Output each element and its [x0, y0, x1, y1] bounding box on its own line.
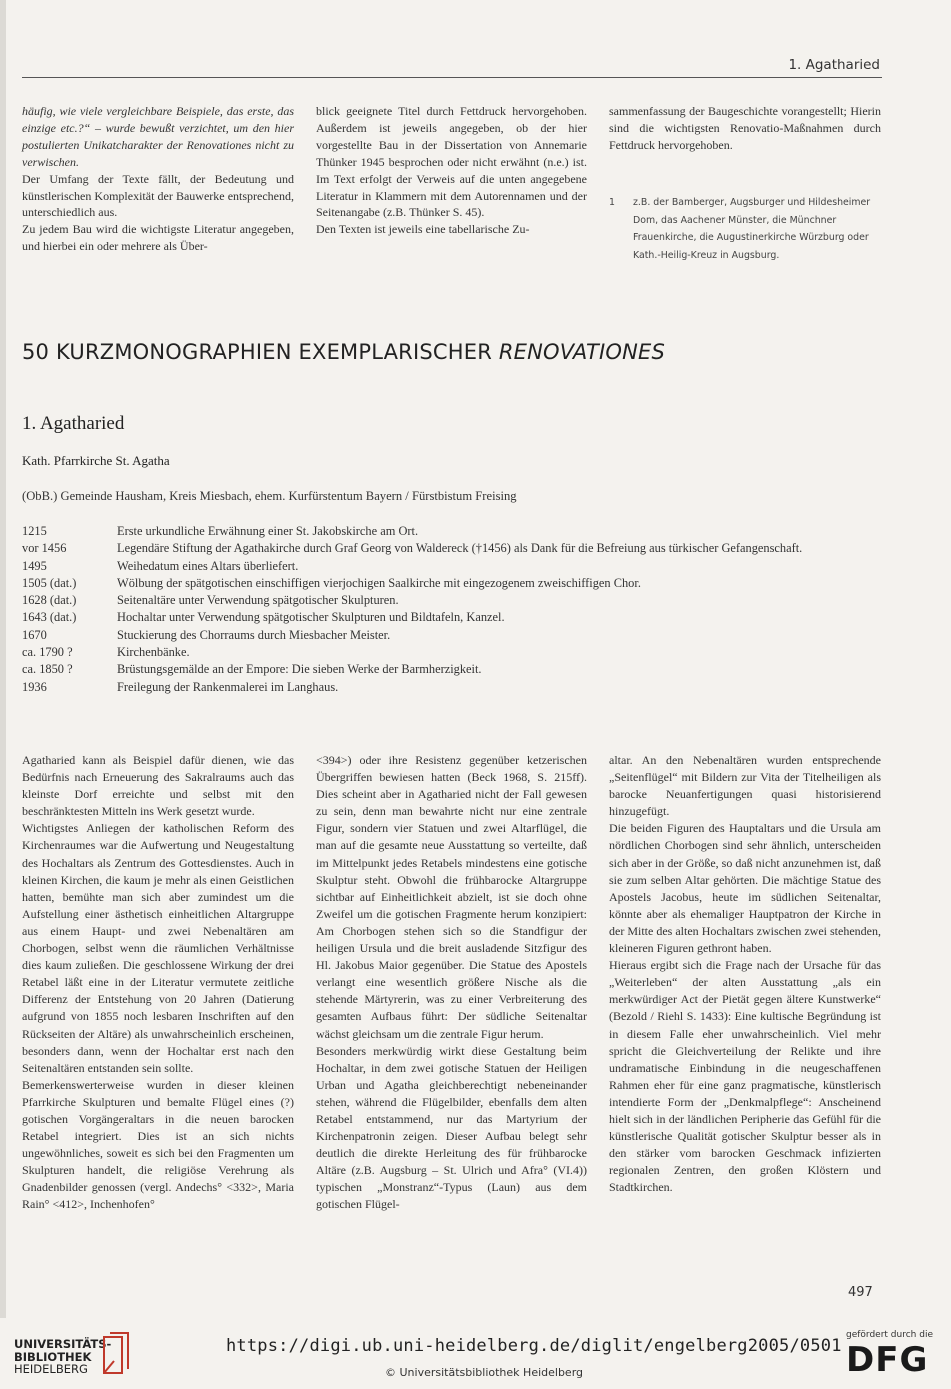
- body-paragraph: Bemerkenswerterweise wurden in dieser kleinen Pfarrkirche Skulpturen und bemalte Flügel eines (?) gotischen Vorgängeraltars in die neuen barocken Retabel integriert. Dies ist an sich nichts ungewöhnliches, soweit es sich bei den Fragmenten um Skulpturen handelt, die religiöse Verehrung als Gnadenbilder genossen (vergl. Andechs° <332>, Maria Rain° <412>, Inchenhofen°: [22, 1077, 294, 1212]
- chronology-row: [22, 645, 892, 662]
- page-number: 497: [848, 1285, 873, 1300]
- chronology-event: Brüstungsgemälde an der Empore: Die sieben Werke der Barmherzigkeit.: [117, 662, 482, 677]
- chronology-year: 1495: [22, 558, 47, 573]
- running-head: [22, 55, 882, 78]
- chronology-year: ca. 1850 ?: [22, 662, 73, 677]
- chronology-row: [22, 541, 892, 558]
- chronology-row: [22, 576, 892, 593]
- permalink-url[interactable]: https://digi.ub.uni-heidelberg.de/diglit/engelberg2005/0501: [226, 1336, 842, 1356]
- chronology-year: 1670: [22, 627, 47, 642]
- digitization-footer: [0, 1318, 951, 1389]
- ub-line-1: UNIVERSITÄTS-: [14, 1337, 112, 1351]
- chronology-row: [22, 662, 892, 679]
- chronology-year: ca. 1790 ?: [22, 645, 73, 660]
- chronology-event: Kirchenbänke.: [117, 645, 190, 660]
- intro-paragraph: sammenfassung der Baugeschichte vorangestellt; Hierin sind die wichtigsten Renovatio-Maßnahmen durch Fettdruck hervorgehoben.: [609, 104, 881, 152]
- entry-title: 1. Agatharied: [22, 413, 125, 434]
- chronology-year: 1215: [22, 524, 47, 538]
- intro-column-1: [22, 103, 294, 255]
- body-column-1: [22, 752, 294, 1214]
- ub-line-3: HEIDELBERG: [14, 1362, 88, 1376]
- running-head-text: 1. Agatharied: [788, 57, 880, 73]
- dfg-caption: gefördert durch die: [846, 1330, 933, 1340]
- chronology-row: [22, 680, 892, 697]
- section-title-plain: 50 KURZMONOGRAPHIEN EXEMPLARISCHER: [22, 340, 499, 364]
- body-paragraph: Besonders merkwürdig wirkt diese Gestaltung beim Hochaltar, in dem zwei gotische Statuen der Heiligen Urban und Agatha gleichberechtigt nebeneinander stehen, während die Flügelbilder, ebenfalls dem alten Retabel entstammend, nur das Martyrium der Kirchenpatronin zeigen. Dieser Aufbau belegt sehr deutlich die direkte Herleitung des für frühbarocke Altäre (z.B. Augsburg – St. Ulrich und Afra° (VI.4)) typischen „Monstranz“-Typus (Laun) aus dem gotischen Flügel-: [316, 1043, 587, 1212]
- intro-paragraph: blick geeignete Titel durch Fettdruck hervorgehoben. Außerdem ist jeweils angegeben, ob der hier vorgestellte Bau in der Dissertation von Annemarie Thünker 1945 besprochen oder nicht erwähnt (n.e.) ist. Im Text erfolgt der Verweis auf die unten angegebene Literatur in Klammern mit dem Autorennamen und der Seitenangabe (z.B. Thünker S. 45).: [316, 104, 587, 220]
- dfg-logo: DFG: [846, 1340, 929, 1380]
- chronology-event: Stuckierung des Chorraums durch Miesbacher Meister.: [117, 627, 391, 642]
- chronology-row: [22, 559, 892, 576]
- chronology-event: Hochaltar unter Verwendung spätgotischer Skulpturen und Bildtafeln, Kanzel.: [117, 610, 505, 625]
- footnote-text: z.B. der Bamberger, Augsburger und Hildesheimer Dom, das Aachener Münster, die Münchner Frauenkirche, die Augustinerkirche Würzburg oder Kath.-Heilig-Kreuz in Augsburg.: [633, 197, 871, 261]
- intro-column-2: [316, 103, 587, 238]
- section-title-italic: RENOVATIONES: [498, 340, 666, 364]
- body-paragraph: altar. An den Nebenaltären wurden entsprechende „Seitenflügel“ mit Bildern zur Vita der Titelheiligen als barocke Neuanfertigungen quasi historisierend hinzugefügt.: [609, 753, 881, 819]
- body-paragraph: Agatharied kann als Beispiel dafür dienen, wie das Bedürfnis nach Erneuerung des Sakralraums auch das kleinste Dorf erreichte und selbst mit den beschränktesten Mitteln ins Werk gesetzt wurde.: [22, 753, 294, 819]
- chronology-row: [22, 524, 892, 541]
- copyright-line: © Universitätsbibliothek Heidelberg: [385, 1366, 584, 1379]
- ub-logo-icon: [100, 1331, 132, 1379]
- location-line: (ObB.) Gemeinde Hausham, Kreis Miesbach, ehem. Kurfürstentum Bayern / Fürstbistum Freising: [22, 489, 517, 503]
- body-paragraph: <394>) oder ihre Resistenz gegenüber ketzerischen Übergriffen bewiesen hatten (Beck 1968, S. 215ff). Dies scheint aber in Agatharied nicht der Fall gewesen zu sein, denn man bewahrte nicht nur eine zentrale Figur, sondern vier Statuen und zwei Altarflügel, die man auf die gesamte neue Ausstattung so verteilte, daß im Mittelpunkt jedes Retabels mindestens eine gotische Skulptur steht. Obwohl die frühbarocke Altargruppe sichtbar auf Einheitlichkeit abzielt, ist sie doch ohne Zweifel um die gotischen Fragmente herum konzipiert: Am Chorbogen stehen sich so die Standfigur der heiligen Ursula und die breit ausladende Sitzfigur des Hl. Jakobus Maior gegenüber. Die Statue des Apostels verlangt eine wesentlich größere Nische als die stehende Märtyrerin, was zu einer Verbreiterung des gesamten Aufbaus führt: Der südliche Seitenaltar wächst gleichsam um die zentrale Figur herum.: [316, 753, 587, 1041]
- chronology-year: 1643 (dat.): [22, 610, 77, 625]
- chronology-event: Weihedatum eines Altars überliefert.: [117, 558, 299, 573]
- page-edge: [0, 0, 6, 1389]
- chronology-event: Freilegung der Rankenmalerei im Langhaus.: [117, 679, 339, 694]
- ub-heidelberg-wordmark: [14, 1338, 111, 1376]
- intro-column-3: [609, 103, 881, 154]
- chronology-event: Erste urkundliche Erwähnung einer St. Jakobskirche am Ort.: [117, 524, 419, 538]
- body-paragraph: Hieraus ergibt sich die Frage nach der Ursache für das „Weiterleben“ der alten Ausstattung „als ein merkwürdiger Act der Pietät gegen ältere Kunstwerke“ (Bezold / Riehl S. 1433): Eine kultische Begründung ist in diesem Falle eher unwahrscheinlich. Viel mehr spricht die Gleichverteilung der Relikte und ihre undramatische Einbindung in die neugeschaffenen Rahmen eher für eine ganz pragmatische, künstlerisch intendierte Form der „Denkmalpflege“: Anscheinend hielt sich in der ländlichen Peripherie das Gefühl für die künstlerische Qualität gotischer Skulptur besser als in den stärker vom barocken Geschmack infizierten regionalen Zentren, den großen Klöstern und Stadtkirchen.: [609, 958, 881, 1195]
- chronology-event: Legendäre Stiftung der Agathakirche durch Graf Georg von Waldereck (†1456) als Dank für die Befreiung aus türkischer Gefangenschaft.: [117, 541, 803, 556]
- chronology-row: [22, 593, 892, 610]
- chronology-row: [22, 628, 892, 645]
- chronology-year: 1628 (dat.): [22, 593, 77, 608]
- footnote-number: 1: [609, 197, 615, 208]
- intro-paragraph: häufig, wie viele vergleichbare Beispiele, das erste, das einzige etc.?“ – wurde bewußt verzichtet, um den hier postulierten Unikatcharakter der Renovationes nicht zu verwischen.: [22, 104, 294, 169]
- body-column-3: [609, 752, 881, 1196]
- body-paragraph: Wichtigstes Anliegen der katholischen Reform des Kirchenraumes war die Aufwertung und Neugestaltung des Hochaltars als Zentrum des Gottesdienstes. Auch in kleinen Kirchen, die kaum je mehr als einen Geistlichen hatten, bemühte man sich aber zumindest um die Aufstellung einer ästhetisch einheitlichen Altargruppe aus einem Haupt- und zwei Nebenaltären am Chorbogen, selbst wenn die räumlichen Verhältnisse dies kaum zuließen. Die geschlossene Wirkung der drei Retabel läßt eine in der Literatur vermutete zeitliche Differenz der Entstehung von 20 Jahren (Datierung aufgrund von 1855 noch lesbaren Inschriften auf den Rückseiten der Altäre) als unwahrscheinlich erscheinen, besonders dann, wenn der Hochaltar erst nach den Seitenaltären entstanden sein sollte.: [22, 821, 294, 1075]
- chronology-year: vor 1456: [22, 541, 67, 556]
- chronology-year: 1505 (dat.): [22, 575, 77, 590]
- body-paragraph: Die beiden Figuren des Hauptaltars und die Ursula am nördlichen Chorbogen sind sehr ähnlich, unterscheiden sich aber in der Größe, so daß nicht anzunehmen ist, daß sie zum selben Altar gehörten. Die mächtige Statue des Apostels Jacobus, heute im südlichen Seitenaltar, könnte aber als ehemaliger Hauptpatron der Kirche in der Mitte des alten Hochaltars zwischen zwei stehenden, kleineren Figuren gethront haben.: [609, 821, 881, 956]
- body-column-2: [316, 752, 587, 1214]
- section-title: [22, 340, 665, 364]
- chronology-table: [22, 524, 892, 697]
- chronology-year: 1936: [22, 679, 47, 694]
- chronology-event: Seitenaltäre unter Verwendung spätgotischer Skulpturen.: [117, 593, 399, 608]
- church-name: Kath. Pfarrkirche St. Agatha: [22, 453, 170, 468]
- intro-paragraph: Zu jedem Bau wird die wichtigste Literatur angegeben, und hierbei ein oder mehrere als Über-: [22, 222, 294, 254]
- intro-paragraph: Der Umfang der Texte fällt, der Bedeutung und künstlerischen Komplexität der Bauwerke entsprechend, unterschiedlich aus.: [22, 171, 294, 220]
- intro-paragraph: Den Texten ist jeweils eine tabellarische Zu-: [316, 222, 530, 237]
- ub-line-2: BIBLIOTHEK: [14, 1349, 92, 1364]
- chronology-row: [22, 610, 892, 627]
- chronology-event: Wölbung der spätgotischen einschiffigen vierjochigen Saalkirche mit eingezogenem zweischiffigen Chor.: [117, 575, 641, 590]
